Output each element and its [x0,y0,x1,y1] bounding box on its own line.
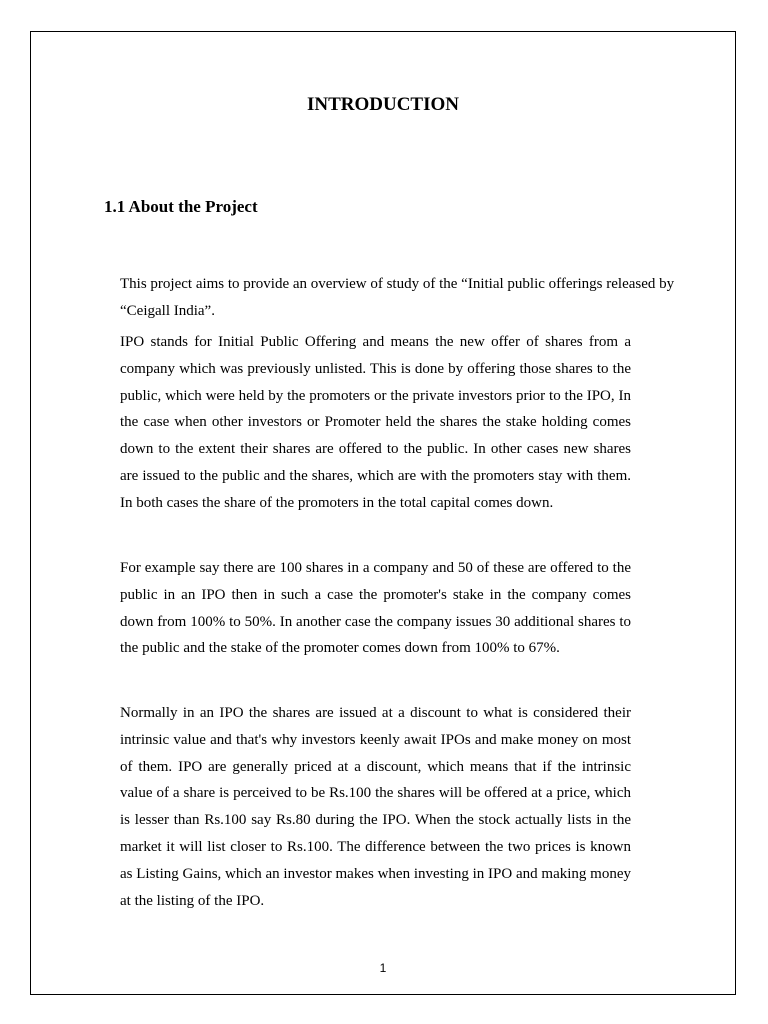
page-title: INTRODUCTION [306,94,460,115]
paragraph-intro: This project aims to provide an overview of study of the “Initial public offerings released by “Ceigall India”. [120,276,675,319]
section-heading: 1.1 About the Project [104,197,258,216]
page-number: 1 [379,961,387,975]
paragraph-ipo-definition: IPO stands for Initial Public Offering and means the new offer of shares from a company which was previously unlisted. This is done by offering those shares to the public, which were held by the promoters or the private investors prior to the IPO, In the case when other investors or Promoter held the shares the stake holding comes down to the extent their shares are offered to the public. In other cases new shares are issued to the public and the shares, which are with the promoters stay with them. In both cases the share of the promoters in the total capital comes down. [120,334,631,511]
paragraph-example: For example say there are 100 shares in a company and 50 of these are offered to the public in an IPO then in such a case the promoter's stake in the company comes down from 100% to 50%. In another case the company issues 30 additional shares to the public and the stake of the promoter comes down from 100% to 67%. [120,560,631,657]
paragraph-listing-gains: Normally in an IPO the shares are issued at a discount to what is considered their intrinsic value and that's why investors keenly await IPOs and make money on most of them. IPO are generally priced at a discount, which means that if the intrinsic value of a share is perceived to be Rs.100 the shares will be offered at a price, which is lesser than Rs.100 say Rs.80 during the IPO. When the stock actually lists in the market it will list closer to Rs.100. The difference between the two prices is known as Listing Gains, which an investor makes when investing in IPO and making money at the listing of the IPO. [120,705,631,909]
document-page [30,31,736,995]
